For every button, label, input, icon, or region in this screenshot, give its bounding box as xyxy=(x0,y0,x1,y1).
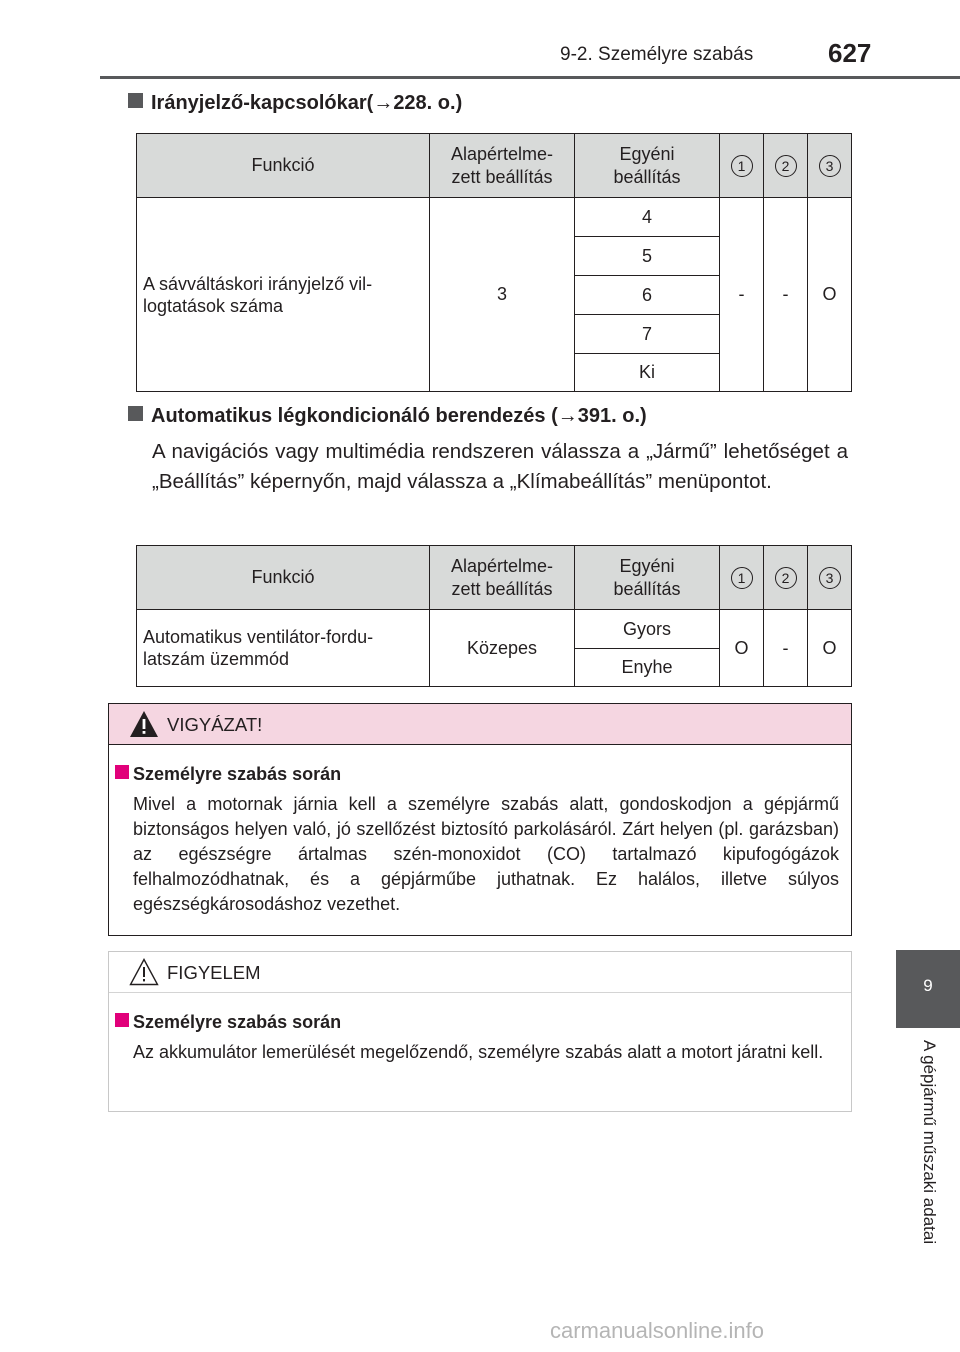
header-section-title: 9-2. Személyre szabás xyxy=(560,44,754,65)
col-1-value: O xyxy=(720,610,764,687)
option-cell: Ki xyxy=(575,354,720,392)
section-title-text: Irányjelző-kapcsolókar( xyxy=(151,92,374,114)
chapter-title: A gépjármű műszaki adatai xyxy=(920,1040,939,1245)
caution-heading: Személyre szabás során xyxy=(115,764,341,785)
circled-3-icon: 3 xyxy=(819,567,841,589)
col-2-value: - xyxy=(764,198,808,392)
square-bullet-icon xyxy=(128,406,143,421)
header-custom-setting: Egyéni beállítás xyxy=(575,134,720,198)
table-header-row xyxy=(137,134,852,198)
chapter-number: 9 xyxy=(923,976,933,995)
col-2-value: - xyxy=(764,610,808,687)
section-heading-climate xyxy=(128,405,647,428)
caution-title-bar xyxy=(109,704,851,745)
table-row xyxy=(137,610,852,649)
square-bullet-icon xyxy=(115,1013,129,1027)
default-value-cell: Közepes xyxy=(430,610,575,687)
section-heading-turn-signal xyxy=(128,92,462,115)
function-cell: A sávváltáskori irányjelző vil- logtatások száma xyxy=(137,198,430,392)
circled-3-icon: 3 xyxy=(819,155,841,177)
circled-1-icon: 1 xyxy=(731,155,753,177)
default-value-cell: 3 xyxy=(430,198,575,392)
notice-triangle-icon xyxy=(129,958,159,986)
section-paragraph: A navigációs vagy multimédia rendszeren válassza a „Jármű” lehetőséget a „Beállítás” képernyőn, majd válassza a „Klímabeállítás” menüpontot. xyxy=(152,440,848,493)
caution-box xyxy=(108,703,852,936)
col-3-value: O xyxy=(808,198,852,392)
arrow-icon: → xyxy=(373,92,394,114)
caution-label: VIGYÁZAT! xyxy=(167,714,263,735)
table-row xyxy=(137,198,852,237)
header-col-2 xyxy=(764,134,808,198)
notice-box xyxy=(108,951,852,1112)
page-reference: 391. o.) xyxy=(577,405,647,427)
header-col-1 xyxy=(720,546,764,610)
header-col-2 xyxy=(764,546,808,610)
header-col-1 xyxy=(720,134,764,198)
col-3-value: O xyxy=(808,610,852,687)
square-bullet-icon xyxy=(115,765,129,779)
circled-2-icon: 2 xyxy=(775,155,797,177)
circled-2-icon: 2 xyxy=(775,567,797,589)
table-header-row xyxy=(137,546,852,610)
header-default-setting: Alapértelme- zett beállítás xyxy=(430,134,575,198)
square-bullet-icon xyxy=(128,93,143,108)
notice-title-bar xyxy=(109,952,851,993)
page-number: 627 xyxy=(828,38,872,68)
watermark: carmanualsonline.info xyxy=(550,1318,765,1343)
header-rule xyxy=(100,76,960,79)
circled-1-icon: 1 xyxy=(731,567,753,589)
header-funkcio: Funkció xyxy=(137,546,430,610)
header-funkcio: Funkció xyxy=(137,134,430,198)
col-1-value: - xyxy=(720,198,764,392)
header-col-3 xyxy=(808,134,852,198)
warning-triangle-icon xyxy=(129,710,159,738)
option-cell: Gyors xyxy=(575,610,720,649)
arrow-icon: → xyxy=(557,405,578,427)
notice-label: FIGYELEM xyxy=(167,962,261,983)
section-title-text: Automatikus légkondicionáló berendezés ( xyxy=(151,405,558,427)
header-custom-setting: Egyéni beállítás xyxy=(575,546,720,610)
notice-text: Az akkumulátor lemerülését megelőzendő, személyre szabás alatt a motort járatni kell. xyxy=(133,1042,824,1062)
option-cell: 4 xyxy=(575,198,720,237)
caution-text: Mivel a motornak járnia kell a személyre szabás alatt, gondoskodjon a gépjármű biztonságos helyen való, jó szellőzést biztosító parkolásáról. Zárt helyen (pl. garázsban) az egészségre ártalmas szén-monoxidot (CO) tartalmazó kipufogógázok felhalmozódhatnak, és a gépjárműbe juthatnak. Ez halálos, illetve súlyos egészségkárosodáshoz vezethet. xyxy=(133,794,839,914)
header-col-3 xyxy=(808,546,852,610)
notice-heading: Személyre szabás során xyxy=(115,1012,341,1033)
option-cell: 6 xyxy=(575,276,720,315)
settings-table-climate xyxy=(136,545,852,687)
option-cell: 5 xyxy=(575,237,720,276)
settings-table-turn-signal xyxy=(136,133,852,392)
function-cell: Automatikus ventilátor-fordu- latszám üzemmód xyxy=(137,610,430,687)
page-reference: 228. o.) xyxy=(393,92,463,114)
option-cell: 7 xyxy=(575,315,720,354)
option-cell: Enyhe xyxy=(575,649,720,687)
header-default-setting: Alapértelme- zett beállítás xyxy=(430,546,575,610)
